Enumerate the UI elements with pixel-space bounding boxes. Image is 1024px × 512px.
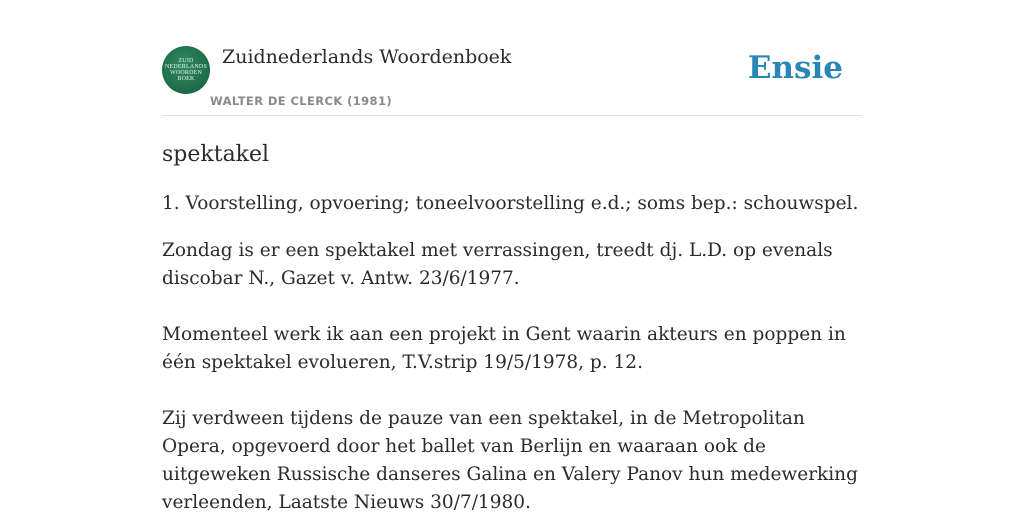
header xyxy=(162,46,862,116)
logo-line: WOORDEN xyxy=(169,70,203,76)
book-title-link[interactable]: Zuidnederlands Woordenboek xyxy=(222,46,512,68)
entry-content xyxy=(162,138,864,512)
book-author: WALTER DE CLERCK (1981) xyxy=(210,94,393,108)
header-divider xyxy=(162,115,862,116)
ensie-logo-link[interactable]: Ensie xyxy=(747,50,843,86)
book-logo[interactable] xyxy=(162,46,210,94)
logo-line: BOEK xyxy=(177,76,195,82)
entry-headword: spektakel xyxy=(162,142,270,167)
example-quote: Zij verdween tijdens de pauze van een spektakel, in de Metropolitan Opera, opgevoerd door het ballet van Berlijn en waaraan ook de uitgeweken Russische danseres Galina en Valery Panov hun medewerking verleenden, Laatste Nieuws 30/7/1980. xyxy=(162,408,858,512)
logo-line: NEDERLANDS xyxy=(165,64,207,70)
logo-line: ZUID xyxy=(178,58,194,64)
example-quote: Momenteel werk ik aan een projekt in Gent waarin akteurs en poppen in één spektakel evolueren, T.V.strip 19/5/1978, p. 12. xyxy=(162,324,846,373)
entry-definition: 1. Voorstelling, opvoering; toneelvoorstelling e.d.; soms bep.: schouwspel. xyxy=(162,193,859,214)
example-quote: Zondag is er een spektakel met verrassingen, treedt dj. L.D. op evenals discobar N., Gazet v. Antw. 23/6/1977. xyxy=(162,240,833,289)
